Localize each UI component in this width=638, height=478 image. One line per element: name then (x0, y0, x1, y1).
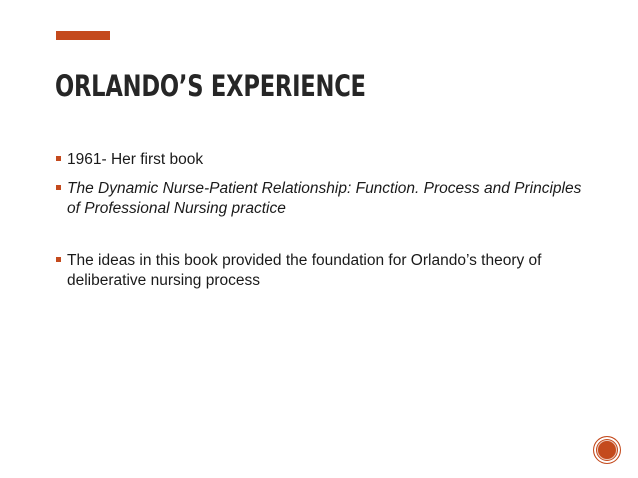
bullet-item (56, 251, 596, 291)
bullet-text: 1961- Her first book (67, 151, 204, 168)
slide-title: ORLANDO’S EXPERIENCE (55, 69, 366, 103)
bullet-text: The ideas in this book provided the foundation for Orlando’s theory of deliberative nursing process (67, 252, 542, 289)
bullet-list (56, 150, 596, 291)
bullet-square-icon (56, 257, 61, 262)
slide-nav-circle-icon[interactable] (593, 436, 621, 464)
accent-bar (56, 31, 110, 40)
bullet-square-icon (56, 156, 61, 161)
bullet-text-book-title: The Dynamic Nurse-Patient Relationship: Function. Process and Principles of Professional Nursing practice (67, 180, 582, 217)
bullet-item (56, 150, 596, 170)
bullet-item (56, 179, 596, 219)
bullet-square-icon (56, 185, 61, 190)
